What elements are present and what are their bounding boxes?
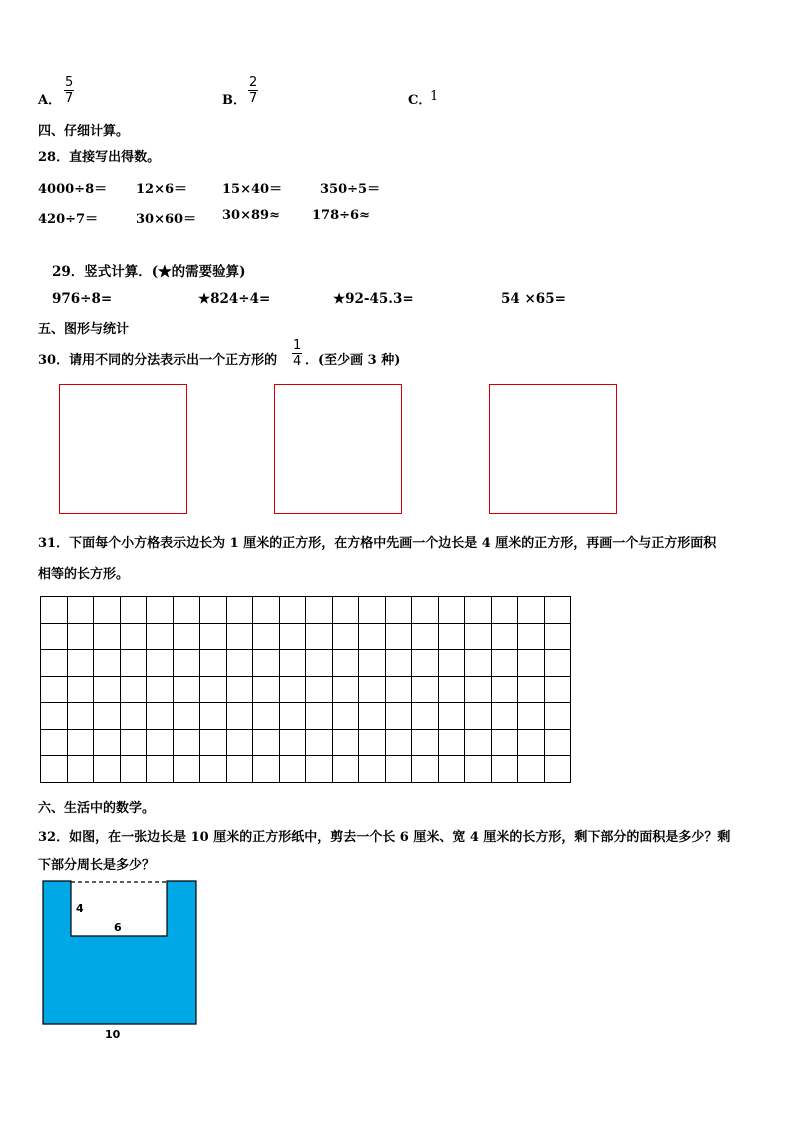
grid-cell[interactable] <box>41 756 68 783</box>
grid-cell[interactable] <box>359 623 386 650</box>
grid-cell[interactable] <box>200 597 227 624</box>
grid-row <box>41 729 571 756</box>
grid-cell[interactable] <box>491 676 518 703</box>
grid-cell[interactable] <box>306 597 333 624</box>
grid-row <box>41 756 571 783</box>
side-length-label: 10 <box>105 1028 121 1041</box>
grid-cell[interactable] <box>147 650 174 677</box>
grid-cell[interactable] <box>438 623 465 650</box>
grid-cell[interactable] <box>253 703 280 730</box>
grid-cell[interactable] <box>94 597 121 624</box>
grid-cell[interactable] <box>67 650 94 677</box>
q29-item: 54 ×65= <box>501 291 566 307</box>
grid-cell[interactable] <box>253 597 280 624</box>
grid-cell[interactable] <box>306 623 333 650</box>
grid-cell[interactable] <box>491 756 518 783</box>
grid-cell[interactable] <box>67 597 94 624</box>
grid-cell[interactable] <box>226 623 253 650</box>
grid-cell[interactable] <box>41 729 68 756</box>
q28-title: 28．直接写出得数。 <box>38 150 161 165</box>
q30-prefix: 30．请用不同的分法表示出一个正方形的 <box>38 353 278 368</box>
q29-item: ★824÷4= <box>198 291 271 307</box>
grid-cell[interactable] <box>253 623 280 650</box>
grid-cell[interactable] <box>147 703 174 730</box>
grid-cell[interactable] <box>465 756 492 783</box>
grid-cell[interactable] <box>120 623 147 650</box>
grid-cell[interactable] <box>438 756 465 783</box>
drawing-square-2[interactable] <box>274 384 402 514</box>
grid-cell[interactable] <box>438 676 465 703</box>
grid-cell[interactable] <box>332 676 359 703</box>
grid-cell[interactable] <box>279 729 306 756</box>
grid-cell[interactable] <box>332 650 359 677</box>
grid-cell[interactable] <box>173 676 200 703</box>
grid-cell[interactable] <box>120 703 147 730</box>
grid-cell[interactable] <box>306 756 333 783</box>
option-a-denominator: 7 <box>65 91 74 106</box>
grid-cell[interactable] <box>147 597 174 624</box>
grid-cell[interactable] <box>279 623 306 650</box>
option-b-denominator: 7 <box>249 91 258 106</box>
option-b-fraction <box>248 75 258 106</box>
grid-cell[interactable] <box>67 703 94 730</box>
grid-cell[interactable] <box>332 729 359 756</box>
grid-cell[interactable] <box>41 650 68 677</box>
grid-cell[interactable] <box>385 597 412 624</box>
q28-item: 178÷6≈ <box>312 208 370 223</box>
grid-cell[interactable] <box>94 729 121 756</box>
q29-item: ★92-45.3= <box>333 291 414 307</box>
grid-cell[interactable] <box>200 676 227 703</box>
grid-cell[interactable] <box>94 650 121 677</box>
option-c-value: 1 <box>430 89 439 104</box>
q28-item: 15×40＝ <box>222 182 283 197</box>
grid-cell[interactable] <box>200 756 227 783</box>
grid-cell[interactable] <box>332 623 359 650</box>
grid-cell[interactable] <box>518 650 545 677</box>
grid-cell[interactable] <box>200 703 227 730</box>
grid-cell[interactable] <box>359 756 386 783</box>
grid-cell[interactable] <box>438 729 465 756</box>
grid-cell[interactable] <box>120 729 147 756</box>
grid-cell[interactable] <box>465 703 492 730</box>
grid-cell[interactable] <box>412 703 439 730</box>
grid-cell[interactable] <box>200 623 227 650</box>
grid-cell[interactable] <box>385 676 412 703</box>
grid-cell[interactable] <box>518 597 545 624</box>
grid-cell[interactable] <box>465 597 492 624</box>
cut-width-label: 4 <box>76 902 84 915</box>
q31-line-2: 相等的长方形。 <box>38 567 130 582</box>
grid-cell[interactable] <box>438 597 465 624</box>
grid-cell[interactable] <box>306 703 333 730</box>
option-b-letter: B． <box>222 93 246 108</box>
section-4-title: 四、仔细计算。 <box>38 124 130 139</box>
grid-cell[interactable] <box>67 623 94 650</box>
drawing-square-3[interactable] <box>489 384 617 514</box>
q29-item: 976÷8= <box>52 291 113 307</box>
grid-cell[interactable] <box>306 729 333 756</box>
grid-cell[interactable] <box>147 729 174 756</box>
grid-cell[interactable] <box>544 729 571 756</box>
option-a-numerator: 5 <box>65 75 74 90</box>
grid-cell[interactable] <box>94 703 121 730</box>
grid-cell[interactable] <box>253 676 280 703</box>
q29-title: 29．竖式计算．(★的需要验算) <box>52 264 246 280</box>
grid-cell[interactable] <box>385 650 412 677</box>
grid-cell[interactable] <box>279 650 306 677</box>
grid-cell[interactable] <box>120 676 147 703</box>
drawing-square-1[interactable] <box>59 384 187 514</box>
grid-cell[interactable] <box>332 597 359 624</box>
grid-cell[interactable] <box>491 650 518 677</box>
grid-cell[interactable] <box>253 729 280 756</box>
grid-row <box>41 676 571 703</box>
q32-line-2: 下部分周长是多少？ <box>38 858 156 873</box>
grid-cell[interactable] <box>385 623 412 650</box>
grid-row <box>41 623 571 650</box>
grid-cell[interactable] <box>518 676 545 703</box>
grid-cell[interactable] <box>544 676 571 703</box>
grid-cell[interactable] <box>491 729 518 756</box>
grid-cell[interactable] <box>226 729 253 756</box>
q28-item: 420÷7＝ <box>38 212 99 227</box>
grid-cell[interactable] <box>359 729 386 756</box>
grid-cell[interactable] <box>279 756 306 783</box>
grid-cell[interactable] <box>544 623 571 650</box>
grid-cell[interactable] <box>412 650 439 677</box>
grid-cell[interactable] <box>67 756 94 783</box>
grid-cell[interactable] <box>226 703 253 730</box>
grid-cell[interactable] <box>253 756 280 783</box>
q30-numerator: 1 <box>293 338 302 353</box>
grid-cell[interactable] <box>518 756 545 783</box>
drawing-grid[interactable] <box>40 596 571 783</box>
grid-cell[interactable] <box>518 623 545 650</box>
grid-cell[interactable] <box>412 729 439 756</box>
grid-cell[interactable] <box>94 756 121 783</box>
grid-cell[interactable] <box>306 676 333 703</box>
grid-cell[interactable] <box>173 756 200 783</box>
option-c-letter: C． <box>408 93 432 108</box>
q32-line-1: 32．如图，在一张边长是 10 厘米的正方形纸中，剪去一个长 6 厘米、宽 4 厘米的长方形，剩下部分的面积是多少？剩 <box>38 830 731 845</box>
option-a-letter: A． <box>38 93 62 108</box>
grid-cell[interactable] <box>279 703 306 730</box>
grid-cell[interactable] <box>67 676 94 703</box>
grid-cell[interactable] <box>173 597 200 624</box>
q30-fraction <box>292 338 302 369</box>
grid-cell[interactable] <box>544 756 571 783</box>
grid-cell[interactable] <box>147 623 174 650</box>
remaining-paper-shape <box>43 881 196 1024</box>
grid-row <box>41 597 571 624</box>
grid-cell[interactable] <box>359 703 386 730</box>
grid-cell[interactable] <box>120 756 147 783</box>
q30-suffix: ．(至少画 3 种) <box>305 353 401 368</box>
grid-cell[interactable] <box>147 756 174 783</box>
grid-cell[interactable] <box>226 650 253 677</box>
section-6-title: 六、生活中的数学。 <box>38 801 156 816</box>
grid-cell[interactable] <box>94 623 121 650</box>
grid-cell[interactable] <box>226 676 253 703</box>
grid-cell[interactable] <box>41 703 68 730</box>
grid-cell[interactable] <box>359 597 386 624</box>
grid-cell[interactable] <box>94 676 121 703</box>
grid-cell[interactable] <box>67 729 94 756</box>
q28-item: 12×6＝ <box>136 182 188 197</box>
grid-cell[interactable] <box>491 703 518 730</box>
grid-cell[interactable] <box>412 756 439 783</box>
grid-cell[interactable] <box>359 676 386 703</box>
section-5-title: 五、图形与统计 <box>38 322 130 337</box>
grid-cell[interactable] <box>518 729 545 756</box>
grid-cell[interactable] <box>332 756 359 783</box>
grid-cell[interactable] <box>306 650 333 677</box>
grid-cell[interactable] <box>544 597 571 624</box>
grid-row <box>41 650 571 677</box>
grid-cell[interactable] <box>279 597 306 624</box>
grid-cell[interactable] <box>279 676 306 703</box>
grid-cell[interactable] <box>412 597 439 624</box>
grid-cell[interactable] <box>465 623 492 650</box>
grid-cell[interactable] <box>173 623 200 650</box>
grid-cell[interactable] <box>491 597 518 624</box>
cut-length-label: 6 <box>114 921 122 934</box>
grid-cell[interactable] <box>173 703 200 730</box>
grid-cell[interactable] <box>226 597 253 624</box>
grid-cell[interactable] <box>518 703 545 730</box>
grid-cell[interactable] <box>544 703 571 730</box>
grid-cell[interactable] <box>465 650 492 677</box>
grid-cell[interactable] <box>41 597 68 624</box>
grid-cell[interactable] <box>412 623 439 650</box>
q28-item: 30×89≈ <box>222 208 280 223</box>
grid-cell[interactable] <box>41 676 68 703</box>
grid-cell[interactable] <box>491 623 518 650</box>
option-a-fraction <box>64 75 74 106</box>
grid-cell[interactable] <box>385 729 412 756</box>
grid-cell[interactable] <box>544 650 571 677</box>
cut-square-figure <box>40 878 200 1028</box>
q30-denominator: 4 <box>293 354 302 369</box>
q31-line-1: 31．下面每个小方格表示边长为 1 厘米的正方形，在方格中先画一个边长是 4 厘米的正方形，再画一个与正方形面积 <box>38 536 717 551</box>
grid-cell[interactable] <box>359 650 386 677</box>
grid-cell[interactable] <box>173 729 200 756</box>
grid-cell[interactable] <box>465 729 492 756</box>
grid-cell[interactable] <box>120 597 147 624</box>
grid-cell[interactable] <box>253 650 280 677</box>
grid-cell[interactable] <box>385 756 412 783</box>
grid-cell[interactable] <box>41 623 68 650</box>
q28-item: 4000÷8＝ <box>38 182 108 197</box>
grid-cell[interactable] <box>200 650 227 677</box>
grid-cell[interactable] <box>465 676 492 703</box>
grid-cell[interactable] <box>412 676 439 703</box>
grid-cell[interactable] <box>438 703 465 730</box>
grid-row <box>41 703 571 730</box>
grid-cell[interactable] <box>385 703 412 730</box>
grid-cell[interactable] <box>438 650 465 677</box>
grid-cell[interactable] <box>332 703 359 730</box>
q28-item: 30×60＝ <box>136 212 197 227</box>
grid-cell[interactable] <box>200 729 227 756</box>
option-b-numerator: 2 <box>249 75 258 90</box>
q28-item: 350÷5＝ <box>320 182 381 197</box>
grid-cell[interactable] <box>147 676 174 703</box>
grid-cell[interactable] <box>226 756 253 783</box>
grid-cell[interactable] <box>120 650 147 677</box>
grid-cell[interactable] <box>173 650 200 677</box>
